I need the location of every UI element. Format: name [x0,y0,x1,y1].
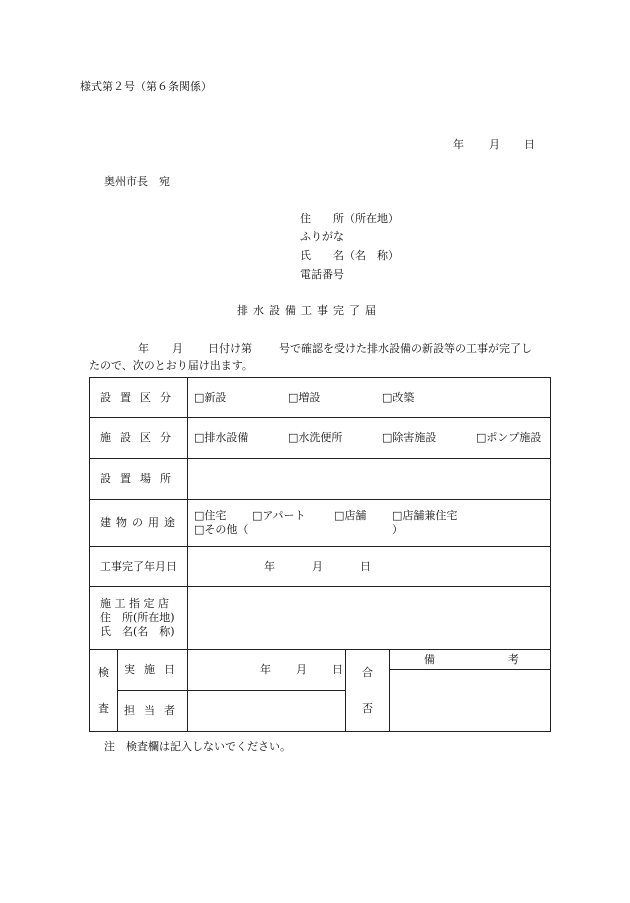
install-type-options [188,378,551,418]
completion-date-label: 工事完了年月日 [90,547,188,587]
completion-form-table [89,377,551,732]
form-number: 様式第２号（第６条関係） [80,80,212,93]
impl-day: 日 [332,663,343,677]
row-contractor [90,587,551,650]
row-location [90,459,551,500]
applicant-phone-label: 電話番号 [300,268,344,281]
install-type-label: 設置区分 [90,378,188,418]
checkbox-shop[interactable]: □店舗 [334,509,367,523]
date-day: 日 [524,138,535,151]
applicant-furigana-label: ふりがな [300,230,344,243]
contractor-line-2: 住 所(所在地) [100,610,175,624]
pass-label: 合 [362,666,373,680]
implementation-date-label: 実施日 [118,650,188,691]
impl-year: 年 [260,663,271,677]
checkbox-addition[interactable]: □増設 [288,390,321,404]
date-month: 月 [489,138,500,151]
checkbox-flush-toilet[interactable]: □水洗便所 [288,431,343,445]
impl-month: 月 [296,663,307,677]
location-label: 設置場所 [90,459,188,500]
fail-label: 否 [362,701,373,715]
implementation-date-field[interactable] [188,650,346,691]
checkbox-new[interactable]: □新設 [194,390,227,404]
intro-line-2: たので、次のとおり届け出ます。 [89,359,253,372]
row-inspection-1a [90,650,551,670]
row-building-use [90,500,551,547]
location-field[interactable] [188,459,551,500]
inspection-label [90,650,118,732]
addressee: 奥州市長 宛 [104,175,170,188]
checkbox-other[interactable]: □その他（ [194,523,249,536]
building-use-options [188,500,551,547]
building-use-label: 建物の用途 [90,500,188,547]
applicant-address-label: 住 所（所在地） [300,212,399,225]
completion-year: 年 [264,559,275,573]
contractor-line-1: 施 工 指 定 店 [100,596,169,610]
row-install-type [90,378,551,418]
other-close-paren: ） [392,523,403,536]
inspection-label-2: 査 [98,701,109,715]
facility-type-label: 施設区分 [90,418,188,459]
inspection-label-1: 検 [98,666,109,680]
intro-part-b: 号で確認を受けた排水設備の新設等の工事が完了し [279,342,532,355]
row-completion-date [90,547,551,587]
checkbox-treatment[interactable]: □除害施設 [382,431,437,445]
remarks-header [390,650,551,670]
remarks-char-2: 考 [508,652,519,666]
checkbox-drainage[interactable]: □排水設備 [194,431,249,445]
date-year: 年 [453,138,464,151]
checkbox-renovation[interactable]: □改築 [382,390,415,404]
contractor-field[interactable] [188,587,551,650]
intro-month: 月 [172,342,183,355]
completion-month: 月 [312,559,323,573]
document-title: 排水設備工事完了届 [237,304,381,317]
person-in-charge-field[interactable] [188,691,346,732]
contractor-line-3: 氏 名(名 称) [100,625,175,639]
remarks-field[interactable] [390,670,551,732]
row-facility-type [90,418,551,459]
applicant-name-label: 氏 名（名 称） [300,249,399,262]
intro-year: 年 [138,342,149,355]
checkbox-shop-house[interactable]: □店舗兼住宅 [392,509,458,523]
intro-part-a: 日付け第 [208,342,252,355]
contractor-label [90,587,188,650]
pass-fail-cell[interactable] [346,650,390,732]
facility-type-options [188,418,551,459]
footnote: 注 検査欄は記入しないでください。 [104,740,291,753]
checkbox-apartment[interactable]: □アパート [252,509,306,523]
completion-day: 日 [360,559,371,573]
completion-date-field[interactable] [188,547,551,587]
person-in-charge-label: 担当者 [118,691,188,732]
checkbox-house[interactable]: □住宅 [194,509,227,523]
remarks-char-1: 備 [424,652,435,666]
checkbox-pump[interactable]: □ポンプ施設 [476,431,542,445]
